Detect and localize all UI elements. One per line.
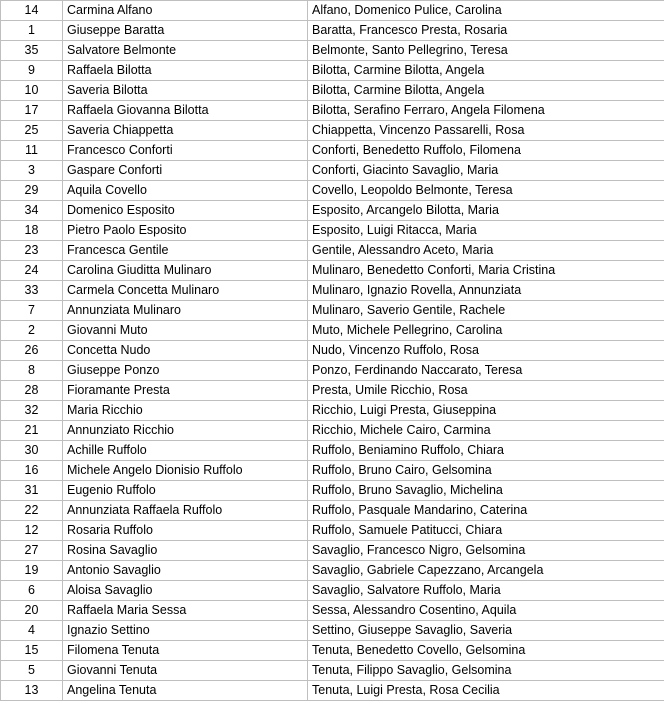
cell-name[interactable]: Raffaela Bilotta (63, 61, 308, 81)
cell-parents[interactable]: Ruffolo, Pasquale Mandarino, Caterina (308, 501, 664, 521)
cell-number[interactable]: 30 (1, 441, 63, 461)
cell-number[interactable]: 15 (1, 641, 63, 661)
table-row (1, 141, 664, 161)
cell-name[interactable]: Raffaela Maria Sessa (63, 601, 308, 621)
table-row (1, 521, 664, 541)
cell-name[interactable]: Saveria Chiappetta (63, 121, 308, 141)
cell-name[interactable]: Raffaela Giovanna Bilotta (63, 101, 308, 121)
table-row (1, 61, 664, 81)
table-row (1, 261, 664, 281)
cell-name[interactable]: Antonio Savaglio (63, 561, 308, 581)
cell-name[interactable]: Angelina Tenuta (63, 681, 308, 701)
cell-name[interactable]: Fioramante Presta (63, 381, 308, 401)
table-row (1, 281, 664, 301)
table-row (1, 161, 664, 181)
cell-number[interactable]: 26 (1, 341, 63, 361)
table-row (1, 621, 664, 641)
cell-name[interactable]: Filomena Tenuta (63, 641, 308, 661)
cell-number[interactable]: 11 (1, 141, 63, 161)
cell-parents[interactable]: Conforti, Benedetto Ruffolo, Filomena (308, 141, 664, 161)
table-row (1, 361, 664, 381)
table-row (1, 481, 664, 501)
cell-number[interactable]: 13 (1, 681, 63, 701)
cell-number[interactable]: 2 (1, 321, 63, 341)
cell-number[interactable]: 16 (1, 461, 63, 481)
cell-number[interactable]: 6 (1, 581, 63, 601)
cell-name[interactable]: Domenico Esposito (63, 201, 308, 221)
table-row (1, 381, 664, 401)
table-row (1, 201, 664, 221)
cell-name[interactable]: Annunziato Ricchio (63, 421, 308, 441)
cell-name[interactable]: Maria Ricchio (63, 401, 308, 421)
table-row (1, 1, 664, 21)
cell-name[interactable]: Saveria Bilotta (63, 81, 308, 101)
cell-parents[interactable]: Ruffolo, Bruno Cairo, Gelsomina (308, 461, 664, 481)
cell-parents[interactable]: Nudo, Vincenzo Ruffolo, Rosa (308, 341, 664, 361)
table-row (1, 601, 664, 621)
cell-number[interactable]: 8 (1, 361, 63, 381)
cell-name[interactable]: Giovanni Muto (63, 321, 308, 341)
cell-number[interactable]: 7 (1, 301, 63, 321)
cell-parents[interactable]: Tenuta, Benedetto Covello, Gelsomina (308, 641, 664, 661)
cell-parents[interactable]: Savaglio, Gabriele Capezzano, Arcangela (308, 561, 664, 581)
table-row (1, 461, 664, 481)
table-row (1, 421, 664, 441)
cell-name[interactable]: Francesca Gentile (63, 241, 308, 261)
table-row (1, 21, 664, 41)
cell-number[interactable]: 1 (1, 21, 63, 41)
cell-parents[interactable]: Mulinaro, Ignazio Rovella, Annunziata (308, 281, 664, 301)
table-row (1, 401, 664, 421)
table-row (1, 441, 664, 461)
cell-name[interactable]: Aquila Covello (63, 181, 308, 201)
cell-name[interactable]: Carolina Giuditta Mulinaro (63, 261, 308, 281)
cell-number[interactable]: 14 (1, 1, 63, 21)
table-row (1, 241, 664, 261)
cell-parents[interactable]: Muto, Michele Pellegrino, Carolina (308, 321, 664, 341)
spreadsheet-body (1, 1, 664, 701)
cell-parents[interactable]: Ruffolo, Samuele Patitucci, Chiara (308, 521, 664, 541)
cell-parents[interactable]: Bilotta, Carmine Bilotta, Angela (308, 81, 664, 101)
cell-parents[interactable]: Bilotta, Carmine Bilotta, Angela (308, 61, 664, 81)
table-row (1, 541, 664, 561)
cell-number[interactable]: 9 (1, 61, 63, 81)
cell-name[interactable]: Pietro Paolo Esposito (63, 221, 308, 241)
cell-name[interactable]: Achille Ruffolo (63, 441, 308, 461)
cell-parents[interactable]: Savaglio, Salvatore Ruffolo, Maria (308, 581, 664, 601)
cell-parents[interactable]: Ruffolo, Beniamino Ruffolo, Chiara (308, 441, 664, 461)
cell-parents[interactable]: Ricchio, Luigi Presta, Giuseppina (308, 401, 664, 421)
cell-number[interactable]: 20 (1, 601, 63, 621)
cell-name[interactable]: Eugenio Ruffolo (63, 481, 308, 501)
cell-number[interactable]: 17 (1, 101, 63, 121)
cell-number[interactable]: 34 (1, 201, 63, 221)
cell-number[interactable]: 10 (1, 81, 63, 101)
cell-name[interactable]: Giuseppe Baratta (63, 21, 308, 41)
cell-parents[interactable]: Mulinaro, Saverio Gentile, Rachele (308, 301, 664, 321)
cell-name[interactable]: Rosina Savaglio (63, 541, 308, 561)
cell-number[interactable]: 32 (1, 401, 63, 421)
cell-parents[interactable]: Covello, Leopoldo Belmonte, Teresa (308, 181, 664, 201)
cell-name[interactable]: Rosaria Ruffolo (63, 521, 308, 541)
cell-number[interactable]: 31 (1, 481, 63, 501)
cell-parents[interactable]: Ricchio, Michele Cairo, Carmina (308, 421, 664, 441)
cell-name[interactable]: Gaspare Conforti (63, 161, 308, 181)
table-row (1, 321, 664, 341)
table-row (1, 561, 664, 581)
cell-number[interactable]: 22 (1, 501, 63, 521)
cell-number[interactable]: 5 (1, 661, 63, 681)
cell-parents[interactable]: Esposito, Luigi Ritacca, Maria (308, 221, 664, 241)
table-row (1, 581, 664, 601)
cell-name[interactable]: Carmela Concetta Mulinaro (63, 281, 308, 301)
cell-number[interactable]: 25 (1, 121, 63, 141)
table-row (1, 101, 664, 121)
cell-name[interactable]: Francesco Conforti (63, 141, 308, 161)
cell-parents[interactable]: Conforti, Giacinto Savaglio, Maria (308, 161, 664, 181)
cell-parents[interactable]: Gentile, Alessandro Aceto, Maria (308, 241, 664, 261)
cell-parents[interactable]: Mulinaro, Benedetto Conforti, Maria Cristina (308, 261, 664, 281)
cell-number[interactable]: 4 (1, 621, 63, 641)
cell-parents[interactable]: Presta, Umile Ricchio, Rosa (308, 381, 664, 401)
table-row (1, 641, 664, 661)
cell-parents[interactable]: Chiappetta, Vincenzo Passarelli, Rosa (308, 121, 664, 141)
table-row (1, 181, 664, 201)
table-row (1, 501, 664, 521)
cell-parents[interactable]: Tenuta, Luigi Presta, Rosa Cecilia (308, 681, 664, 701)
cell-name[interactable]: Aloisa Savaglio (63, 581, 308, 601)
cell-name[interactable]: Annunziata Mulinaro (63, 301, 308, 321)
cell-number[interactable]: 28 (1, 381, 63, 401)
cell-number[interactable]: 3 (1, 161, 63, 181)
cell-parents[interactable]: Ponzo, Ferdinando Naccarato, Teresa (308, 361, 664, 381)
table-row (1, 661, 664, 681)
cell-parents[interactable]: Bilotta, Serafino Ferraro, Angela Filomena (308, 101, 664, 121)
table-row (1, 301, 664, 321)
cell-parents[interactable]: Ruffolo, Bruno Savaglio, Michelina (308, 481, 664, 501)
cell-name[interactable]: Annunziata Raffaela Ruffolo (63, 501, 308, 521)
cell-number[interactable]: 12 (1, 521, 63, 541)
cell-parents[interactable]: Alfano, Domenico Pulice, Carolina (308, 1, 664, 21)
cell-name[interactable]: Ignazio Settino (63, 621, 308, 641)
cell-name[interactable]: Giovanni Tenuta (63, 661, 308, 681)
cell-number[interactable]: 23 (1, 241, 63, 261)
cell-number[interactable]: 21 (1, 421, 63, 441)
cell-name[interactable]: Michele Angelo Dionisio Ruffolo (63, 461, 308, 481)
cell-parents[interactable]: Savaglio, Francesco Nigro, Gelsomina (308, 541, 664, 561)
cell-parents[interactable]: Esposito, Arcangelo Bilotta, Maria (308, 201, 664, 221)
table-row (1, 681, 664, 701)
table-row (1, 341, 664, 361)
cell-parents[interactable]: Sessa, Alessandro Cosentino, Aquila (308, 601, 664, 621)
cell-number[interactable]: 18 (1, 221, 63, 241)
cell-parents[interactable]: Baratta, Francesco Presta, Rosaria (308, 21, 664, 41)
cell-name[interactable]: Concetta Nudo (63, 341, 308, 361)
cell-name[interactable]: Giuseppe Ponzo (63, 361, 308, 381)
cell-number[interactable]: 19 (1, 561, 63, 581)
cell-number[interactable]: 24 (1, 261, 63, 281)
table-row (1, 221, 664, 241)
cell-parents[interactable]: Settino, Giuseppe Savaglio, Saveria (308, 621, 664, 641)
cell-parents[interactable]: Tenuta, Filippo Savaglio, Gelsomina (308, 661, 664, 681)
cell-parents[interactable]: Belmonte, Santo Pellegrino, Teresa (308, 41, 664, 61)
table-row (1, 121, 664, 141)
table-row (1, 41, 664, 61)
cell-number[interactable]: 35 (1, 41, 63, 61)
cell-number[interactable]: 33 (1, 281, 63, 301)
cell-name[interactable]: Carmina Alfano (63, 1, 308, 21)
cell-name[interactable]: Salvatore Belmonte (63, 41, 308, 61)
cell-number[interactable]: 29 (1, 181, 63, 201)
cell-number[interactable]: 27 (1, 541, 63, 561)
table-row (1, 81, 664, 101)
